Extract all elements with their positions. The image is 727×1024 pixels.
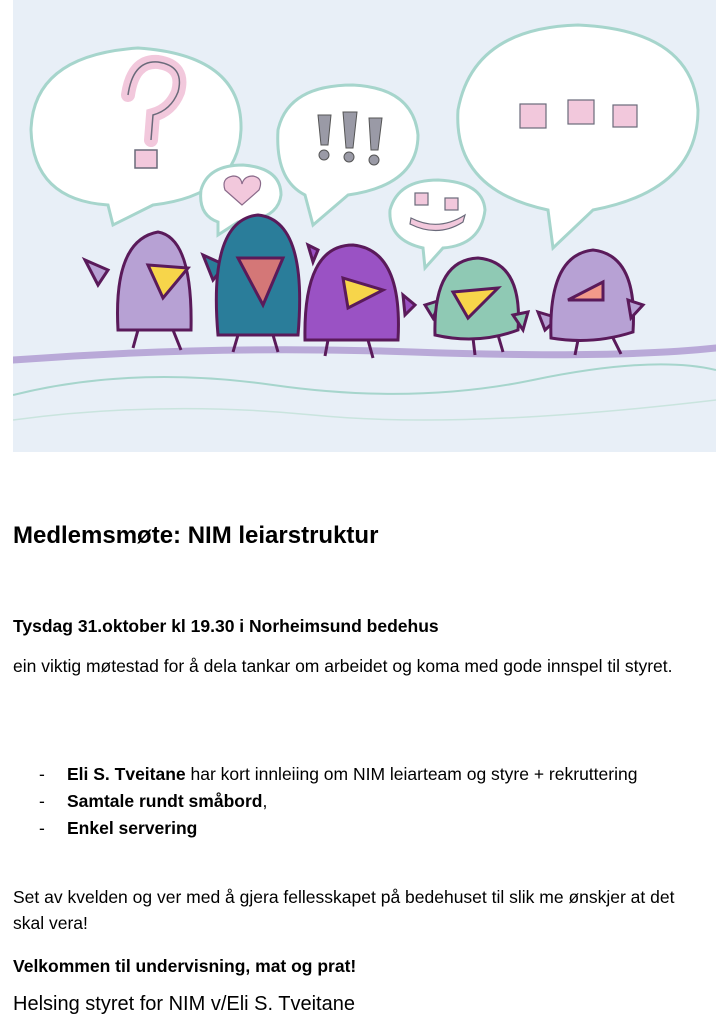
birds-illustration: [13, 0, 716, 452]
list-item-bold: Eli S. Tveitane: [67, 764, 186, 784]
intro-text: ein viktig møtestad for å dela tankar om arbeidet og koma med gode innspel til styret.: [13, 656, 673, 676]
list-dash: -: [39, 791, 45, 811]
agenda-list: [13, 761, 703, 842]
welcome-text: Velkommen til undervisning, mat og prat!: [13, 956, 357, 976]
list-dash: -: [39, 764, 45, 784]
closing-text: Set av kvelden og ver med å gjera fellesskapet på bedehuset til slik me ønskjer at det skal vera!: [13, 887, 675, 933]
branch: [13, 348, 716, 360]
bird-3: [305, 245, 415, 358]
list-item-text: ,: [262, 791, 268, 811]
list-dash: -: [39, 818, 45, 838]
list-item-text: har kort innleiing om NIM leiarteam og styre + rekruttering: [185, 764, 638, 784]
signature: Helsing styret for NIM v/Eli S. Tveitane: [13, 993, 355, 1015]
cubes-bubble: [458, 25, 698, 248]
bird-1: [85, 232, 191, 350]
date-line: Tysdag 31.oktober kl 19.30 i Norheimsund bedehus: [13, 616, 439, 636]
list-item-bold: Enkel servering: [67, 818, 198, 838]
exclamation-marks-icon: [318, 112, 382, 165]
list-item: [13, 761, 703, 788]
page-title: Medlemsmøte: NIM leiarstruktur: [13, 522, 379, 549]
bird-4: [425, 258, 528, 355]
list-item: [13, 815, 703, 842]
list-item-bold: Samtale rundt småbord: [67, 791, 263, 811]
bird-5: [538, 250, 643, 355]
list-item: [13, 788, 703, 815]
